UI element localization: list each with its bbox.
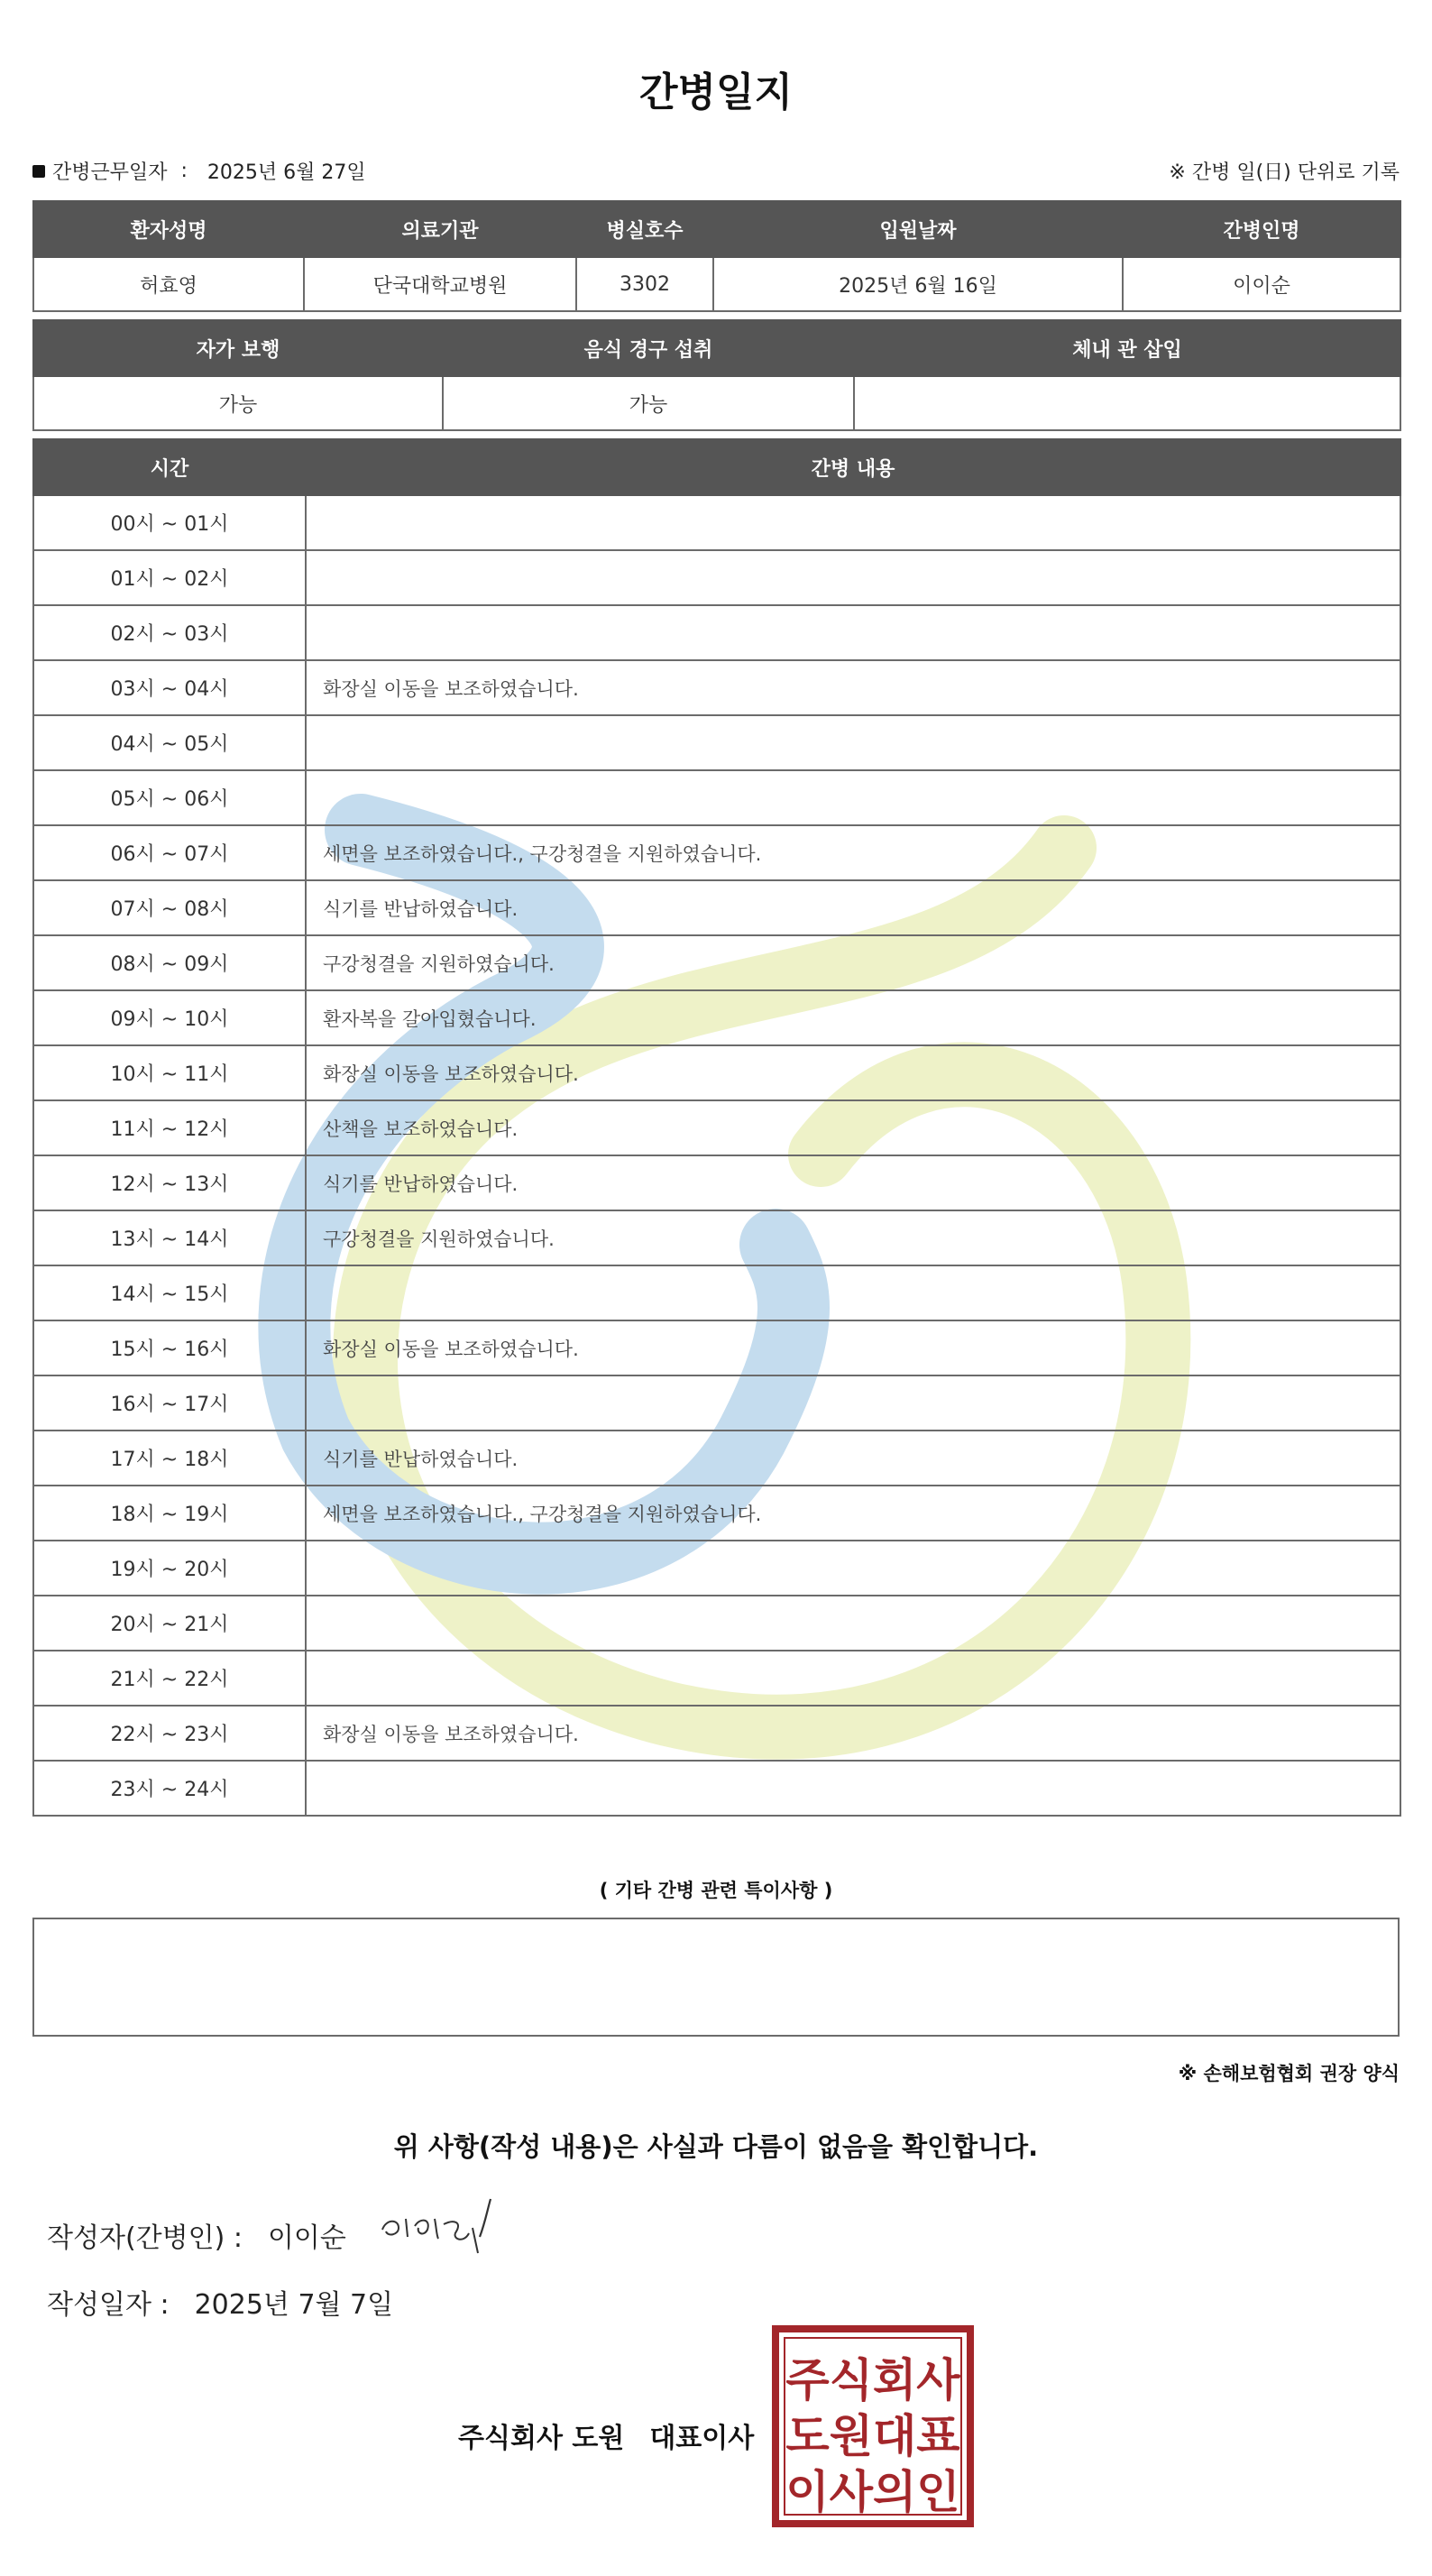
care-log-time: 11시 ~ 12시 (33, 1100, 306, 1155)
header-self-walking: 자가 보행 (33, 320, 443, 376)
care-log-row (33, 1486, 1400, 1541)
care-log-row (33, 880, 1400, 935)
care-log-row (33, 1431, 1400, 1486)
care-log-time: 08시 ~ 09시 (33, 935, 306, 990)
header-caregiver-name: 간병인명 (1123, 201, 1400, 257)
care-log-row (33, 1045, 1400, 1100)
care-log-time: 07시 ~ 08시 (33, 880, 306, 935)
header-patient-name: 환자성명 (33, 201, 304, 257)
svg-text:주식회사: 주식회사 (785, 2354, 960, 2406)
written-date-value: 2025년 7월 7일 (194, 2289, 394, 2321)
hospital-name: 단국대학교병원 (304, 257, 576, 311)
care-log-time: 21시 ~ 22시 (33, 1651, 306, 1706)
author-value: 이이순 (267, 2222, 346, 2254)
company-name: 주식회사 도원 (458, 2423, 625, 2454)
care-log-row (33, 1596, 1400, 1651)
header-oral-intake: 음식 경구 섭취 (443, 320, 854, 376)
care-log-time: 00시 ~ 01시 (33, 495, 306, 550)
care-log-time: 16시 ~ 17시 (33, 1375, 306, 1431)
care-log-row (33, 1210, 1400, 1265)
page-title: 간병일지 (638, 69, 793, 115)
written-date-line (47, 2282, 393, 2322)
care-log-content (306, 770, 1400, 825)
care-log-content: 식기를 반납하였습니다. (306, 880, 1400, 935)
care-log-content: 세면을 보조하였습니다., 구강청결을 지원하였습니다. (306, 825, 1400, 880)
oral-intake-value: 가능 (443, 376, 854, 430)
care-log-table (32, 438, 1401, 1817)
care-log-content: 구강청결을 지원하였습니다. (306, 1210, 1400, 1265)
written-date-label: 작성일자 : (47, 2289, 170, 2321)
care-log-header-row (33, 439, 1400, 495)
care-log-time: 19시 ~ 20시 (33, 1541, 306, 1596)
work-date-colon: : (174, 160, 200, 182)
care-log-content: 구강청결을 지원하였습니다. (306, 935, 1400, 990)
care-log-content (306, 1596, 1400, 1651)
recommend-note: ※ 손해보험협회 권장 양식 (1178, 2063, 1400, 2084)
care-log-row (33, 660, 1400, 715)
care-log-content: 산책을 보조하였습니다. (306, 1100, 1400, 1155)
care-log-content (306, 715, 1400, 770)
header-hospital: 의료기관 (304, 201, 576, 257)
care-log-time: 14시 ~ 15시 (33, 1265, 306, 1320)
header-tube-insertion: 체내 관 삽입 (854, 320, 1400, 376)
company-seal-stamp (772, 2325, 974, 2527)
care-log-row (33, 1320, 1400, 1375)
care-log-time: 02시 ~ 03시 (33, 605, 306, 660)
care-log-time: 17시 ~ 18시 (33, 1431, 306, 1486)
care-log-time: 06시 ~ 07시 (33, 825, 306, 880)
svg-text:도원대표: 도원대표 (785, 2410, 960, 2462)
care-log-content (306, 1651, 1400, 1706)
care-log-time: 03시 ~ 04시 (33, 660, 306, 715)
author-label: 작성자(간병인) : (47, 2222, 243, 2254)
patient-info-value-row (33, 257, 1400, 311)
care-log-row (33, 990, 1400, 1045)
status-value-row (33, 376, 1400, 430)
care-log-content (306, 495, 1400, 550)
care-log-row (33, 605, 1400, 660)
care-log-time: 22시 ~ 23시 (33, 1706, 306, 1761)
status-header-row (33, 320, 1400, 376)
special-notes-box (32, 1918, 1400, 2037)
care-log-row (33, 1375, 1400, 1431)
care-log-row (33, 1651, 1400, 1706)
care-log-row (33, 770, 1400, 825)
work-date-label: 간병근무일자 (52, 161, 168, 184)
unit-note: ※ 간병 일(日) 단위로 기록 (1169, 161, 1400, 184)
care-log-time: 23시 ~ 24시 (33, 1761, 306, 1816)
care-log-time: 15시 ~ 16시 (33, 1320, 306, 1375)
care-log-content: 환자복을 갈아입혔습니다. (306, 990, 1400, 1045)
care-log-content (306, 1375, 1400, 1431)
care-log-time: 20시 ~ 21시 (33, 1596, 306, 1651)
bullet-square-icon (32, 165, 45, 178)
care-log-row (33, 935, 1400, 990)
special-notes-title: ( 기타 간병 관련 특이사항 ) (599, 1880, 833, 1901)
care-log-content (306, 605, 1400, 660)
care-log-content: 화장실 이동을 보조하였습니다. (306, 660, 1400, 715)
care-log-content (306, 550, 1400, 605)
care-log-content: 세면을 보조하였습니다., 구강청결을 지원하였습니다. (306, 1486, 1400, 1541)
care-log-row (33, 715, 1400, 770)
work-date-value: 2025년 6월 27일 (207, 161, 366, 184)
care-log-time: 18시 ~ 19시 (33, 1486, 306, 1541)
care-log-content: 화장실 이동을 보조하였습니다. (306, 1045, 1400, 1100)
care-log-content: 식기를 반납하였습니다. (306, 1155, 1400, 1210)
tube-insertion-value (854, 376, 1400, 430)
care-log-body (33, 495, 1400, 1816)
self-walking-value: 가능 (33, 376, 443, 430)
patient-info-table (32, 200, 1401, 312)
care-log-time: 09시 ~ 10시 (33, 990, 306, 1045)
care-log-content (306, 1761, 1400, 1816)
caregiver-name: 이이순 (1123, 257, 1400, 311)
care-log-time: 13시 ~ 14시 (33, 1210, 306, 1265)
care-log-content: 식기를 반납하였습니다. (306, 1431, 1400, 1486)
care-log-content (306, 1265, 1400, 1320)
confirmation-statement: 위 사항(작성 내용)은 사실과 다름이 없음을 확인합니다. (393, 2131, 1039, 2162)
care-log-time: 01시 ~ 02시 (33, 550, 306, 605)
author-line (47, 2215, 346, 2255)
care-log-content (306, 1541, 1400, 1596)
care-log-row (33, 1761, 1400, 1816)
room-number: 3302 (576, 257, 713, 311)
patient-status-table (32, 319, 1401, 431)
admission-date: 2025년 6월 16일 (713, 257, 1123, 311)
header-care-content: 간병 내용 (306, 439, 1400, 495)
care-log-row (33, 1541, 1400, 1596)
care-log-time: 10시 ~ 11시 (33, 1045, 306, 1100)
care-log-content: 화장실 이동을 보조하였습니다. (306, 1706, 1400, 1761)
care-log-row (33, 1706, 1400, 1761)
patient-info-header-row (33, 201, 1400, 257)
care-log-time: 12시 ~ 13시 (33, 1155, 306, 1210)
header-time: 시간 (33, 439, 306, 495)
handwritten-signature (379, 2192, 523, 2255)
care-log-row (33, 825, 1400, 880)
header-room-number: 병실호수 (576, 201, 713, 257)
svg-text:이사의인: 이사의인 (785, 2466, 960, 2518)
header-admission-date: 입원날짜 (713, 201, 1123, 257)
work-date-line (32, 157, 366, 185)
care-log-time: 05시 ~ 06시 (33, 770, 306, 825)
ceo-label: 대표이사 (649, 2423, 755, 2454)
care-log-content: 화장실 이동을 보조하였습니다. (306, 1320, 1400, 1375)
care-log-row (33, 1155, 1400, 1210)
care-log-row (33, 550, 1400, 605)
patient-name: 허효영 (33, 257, 304, 311)
care-log-row (33, 1100, 1400, 1155)
care-log-row (33, 1265, 1400, 1320)
care-log-time: 04시 ~ 05시 (33, 715, 306, 770)
company-line (458, 2415, 754, 2455)
care-log-row (33, 495, 1400, 550)
